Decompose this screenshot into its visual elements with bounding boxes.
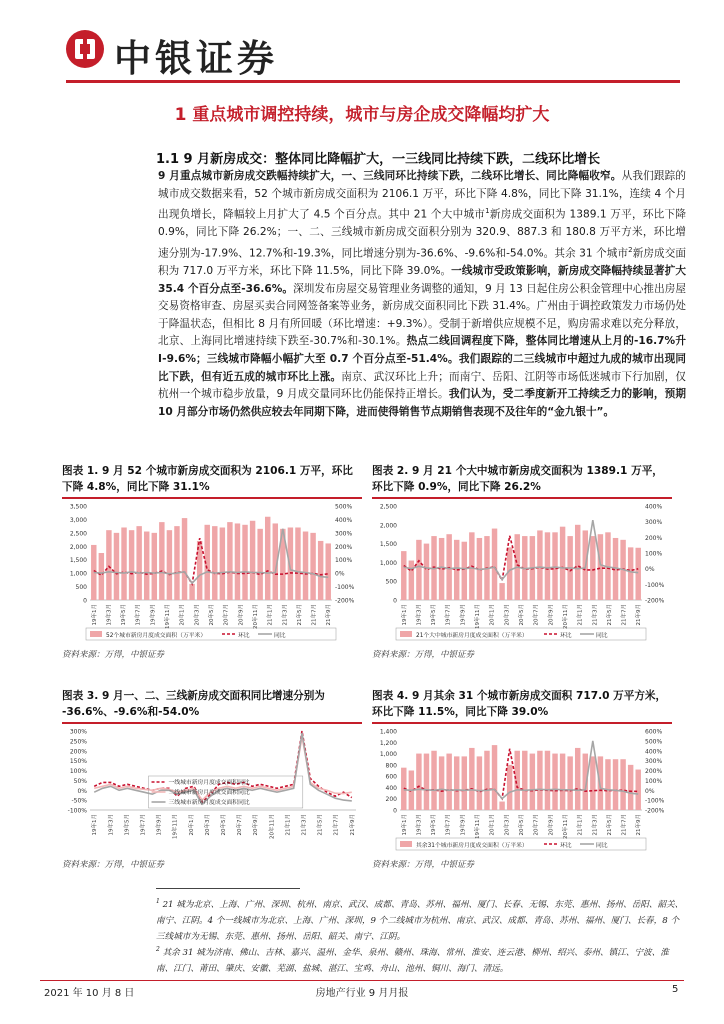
x-tick-label: 19年11月 bbox=[165, 604, 172, 629]
figure-3-title: 图表 3. 9 月一、二、三线新房成交面积同比增速分别为 -36.6%、-9.6%和-54.0% bbox=[62, 690, 325, 718]
legend-label: 同比 bbox=[596, 843, 608, 849]
bar bbox=[605, 759, 610, 810]
y-tick-label: 500 bbox=[385, 578, 397, 586]
x-tick-label: 21年3月 bbox=[592, 604, 599, 626]
legend-swatch bbox=[400, 631, 412, 637]
y2-tick-label: -100% bbox=[645, 581, 665, 589]
y-tick-label: 150% bbox=[69, 758, 87, 766]
brand-name: 中银证券 bbox=[114, 36, 278, 80]
y2-tick-label: 100% bbox=[645, 550, 663, 558]
bar bbox=[416, 540, 421, 600]
x-tick-label: 21年7月 bbox=[621, 604, 628, 626]
footnote-mark: 1 bbox=[156, 898, 160, 905]
bar bbox=[159, 522, 164, 600]
bar bbox=[537, 751, 542, 810]
bar bbox=[409, 561, 414, 600]
x-tick-label: 20年5月 bbox=[209, 604, 215, 626]
bar bbox=[590, 536, 595, 600]
y-tick-label: 100% bbox=[69, 768, 87, 775]
footnote-text: 其余 31 城为济南、佛山、吉林、嘉兴、温州、金华、泉州、赣州、珠海、常州、淮安、连云港、柳州、绍兴、泰州、镇江、宁波、淮南、江门、莆田、肇庆、安徽、芜湖、盐城、湛江、宝鸡、舟山、池州、铜川、海门、清远。 bbox=[156, 947, 669, 974]
x-tick-label: 21年3月 bbox=[301, 814, 308, 836]
figure-3-source: 资料来源：万得，中银证券 bbox=[62, 860, 165, 870]
x-tick-label: 19年1月 bbox=[401, 814, 408, 836]
figure-4-rule bbox=[372, 722, 672, 724]
y2-tick-label: 0% bbox=[645, 566, 655, 574]
y2-tick-label: -100% bbox=[335, 584, 355, 592]
legend-label: 环比 bbox=[560, 843, 572, 849]
para-bold: 一线城市受政策影响，新房成交降幅持续显著扩大 35.4 个百分点至-36.6%。 bbox=[158, 265, 686, 295]
x-tick-label: 21年5月 bbox=[296, 604, 303, 626]
y-tick-label: 1,200 bbox=[379, 739, 397, 747]
bar bbox=[144, 532, 149, 600]
bar bbox=[484, 751, 489, 810]
y-tick-label: 1,000 bbox=[69, 570, 87, 578]
bar bbox=[265, 517, 270, 600]
x-tick-label: 20年5月 bbox=[519, 604, 525, 626]
x-tick-label: 19年11月 bbox=[172, 814, 179, 839]
figure-2-rule bbox=[372, 497, 672, 499]
y2-tick-label: -200% bbox=[335, 597, 355, 605]
bar bbox=[295, 527, 300, 600]
x-tick-label: 20年7月 bbox=[533, 604, 540, 626]
x-tick-label: 21年9月 bbox=[636, 814, 643, 836]
x-tick-label: 20年3月 bbox=[504, 814, 511, 836]
bar bbox=[462, 756, 467, 810]
para-text: 新房成交面积为 1389.1 万平，环比下降 0.9%，同比下降 26.2%；一、二、三线城市新房成交面积分别为 320.9、887.3 和 180.8 万平方米，环比增速分别为-17.9%、12.7%和-19.3%，同比增速分别为-36.6%、-9.6%和-54.0%。其余 31 个城市 bbox=[158, 208, 686, 260]
figure-2-chart bbox=[372, 502, 672, 642]
y2-tick-label: 200% bbox=[645, 534, 663, 542]
para-bold: 热点二线回调程度下降，整体同比增速从上月的-16.7%升Ⅰ-9.6%；三线城市降幅小幅扩大至 0.7 个百分点至-51.4%。我们跟踪的二三线城市中超过九成的城市出现同比下跌，但有近五成的城市环比上涨。 bbox=[158, 335, 686, 383]
x-tick-label: 19年5月 bbox=[431, 814, 438, 836]
bar bbox=[635, 548, 640, 600]
x-tick-label: 21年7月 bbox=[621, 814, 628, 836]
x-tick-label: 21年5月 bbox=[606, 604, 613, 626]
x-tick-label: 19年7月 bbox=[445, 814, 452, 836]
para-text: 从我们跟踪的城市成交数据来看，52 个城市新房成交面积为 2106.1 万平，环比下降 4.8%，同比下降 31.1%，连续 4 个月出现负增长，降幅较上月扩大了 4.5 个百分点。其中 21 个大中城市 bbox=[158, 170, 687, 221]
x-tick-label: 19年3月 bbox=[106, 604, 113, 626]
bar bbox=[590, 756, 595, 810]
x-tick-label: 20年3月 bbox=[504, 604, 511, 626]
legend-label: 环比 bbox=[560, 633, 572, 639]
bar bbox=[303, 532, 308, 600]
footer-date: 2021 年 10 月 8 日 bbox=[44, 988, 135, 999]
bar bbox=[446, 754, 451, 810]
bar bbox=[492, 745, 497, 810]
x-tick-label: 20年9月 bbox=[238, 604, 245, 626]
bar bbox=[499, 802, 504, 810]
bar bbox=[469, 748, 474, 810]
x-tick-label: 20年9月 bbox=[548, 604, 555, 626]
section-title: 1 重点城市调控持续，城市与房企成交降幅均扩大 bbox=[174, 105, 550, 125]
bar bbox=[106, 530, 111, 600]
footnote-2 bbox=[156, 942, 684, 977]
y-tick-label: 2,000 bbox=[69, 543, 87, 551]
x-tick-label: 19年3月 bbox=[108, 814, 115, 836]
bar bbox=[431, 751, 436, 810]
para-text: 新房成交面积为 717.0 万平方米，环比下降 11.5%，同比下降 39.0%。 bbox=[158, 247, 687, 278]
bar bbox=[598, 534, 603, 600]
x-tick-label: 20年1月 bbox=[489, 814, 496, 836]
y-tick-label: 1,500 bbox=[379, 541, 397, 549]
x-tick-label: 19年1月 bbox=[91, 604, 98, 626]
y-tick-label: 2,500 bbox=[379, 503, 397, 511]
x-tick-label: 21年1月 bbox=[577, 604, 584, 626]
header-divider bbox=[66, 80, 680, 83]
x-tick-label: 19年7月 bbox=[140, 814, 147, 836]
x-tick-label: 20年7月 bbox=[237, 814, 244, 836]
x-tick-label: 20年1月 bbox=[489, 604, 496, 626]
x-tick-label: 20年1月 bbox=[188, 814, 195, 836]
y-tick-label: 200 bbox=[385, 796, 397, 804]
legend-swatch bbox=[400, 841, 412, 847]
legend-label: 同比 bbox=[596, 633, 608, 639]
footnote-ref[interactable]: 1 bbox=[485, 207, 490, 216]
bar bbox=[560, 754, 565, 810]
y-tick-label: 600 bbox=[385, 773, 397, 781]
x-tick-label: 21年1月 bbox=[285, 814, 292, 836]
x-tick-label: 19年5月 bbox=[121, 604, 128, 626]
legend-label: 52个城市新房月度成交面积（万平米） bbox=[106, 633, 207, 639]
para-text: 深圳发布房屋交易管理业务调整的通知，9 月 13 日起住房公积金管理中心推出房屋交易资格审查、房屋买卖合同网签备案等业务，新房成交面积同比下跌 31.4%。广州由于调控政策发力市场仍处于降温状态，但相比 8 月有所回暖（环比增速：+9.3%）。受制于新增供应规模不足，购房需求难以充分释放，北京、上海同比增速持续下跌至-30.7%和-30.1%。 bbox=[158, 282, 686, 348]
bar bbox=[499, 583, 504, 600]
y2-tick-label: 300% bbox=[645, 519, 663, 527]
x-tick-label: 19年3月 bbox=[416, 814, 423, 836]
y-tick-label: 2,000 bbox=[379, 522, 397, 530]
x-tick-label: 20年3月 bbox=[194, 604, 201, 626]
x-tick-label: 20年11月 bbox=[252, 604, 259, 629]
y2-tick-label: 300% bbox=[645, 758, 663, 766]
x-tick-label: 20年11月 bbox=[269, 814, 276, 839]
bar bbox=[522, 751, 527, 810]
y2-tick-label: 200% bbox=[335, 543, 353, 551]
y-tick-label: 3,000 bbox=[69, 516, 87, 524]
bar bbox=[401, 551, 406, 600]
y-tick-label: 1,500 bbox=[69, 557, 87, 565]
y2-tick-label: 200% bbox=[645, 768, 663, 775]
y-tick-label: -100% bbox=[67, 807, 87, 815]
y-tick-label: -50% bbox=[71, 797, 87, 805]
x-tick-label: 19年5月 bbox=[124, 814, 131, 836]
x-tick-label: 21年7月 bbox=[311, 604, 318, 626]
x-tick-label: 19年9月 bbox=[150, 604, 157, 626]
bar bbox=[530, 754, 535, 810]
y-tick-label: 800 bbox=[385, 762, 397, 770]
footnote-mark: 2 bbox=[156, 946, 160, 953]
y2-tick-label: 100% bbox=[645, 777, 663, 785]
y-tick-label: 0% bbox=[77, 787, 87, 795]
bar bbox=[174, 526, 179, 600]
y-tick-label: 200% bbox=[69, 748, 87, 756]
bar bbox=[189, 584, 194, 600]
bar bbox=[310, 533, 315, 600]
legend-label: 一线城市新房月度成交面积同比 bbox=[168, 780, 250, 786]
bar bbox=[242, 525, 247, 600]
figure-4-title: 图表 4. 9 月其余 31 个城市新房成交面积 717.0 万平方米，环比下降 11.5%，同比下降 39.0% bbox=[372, 690, 667, 718]
bar bbox=[613, 759, 618, 810]
figure-4-source: 资料来源：万得，中银证券 bbox=[372, 860, 475, 870]
y-tick-label: 0 bbox=[393, 597, 397, 605]
footnote-text: 21 城为北京、上海、广州、深圳、杭州、南京、武汉、成都、青岛、苏州、福州、厦门、长春、无锡、东莞、惠州、扬州、岳阳、韶关、南宁、江阴。4 个一线城市为北京、上海、广州、深圳，9 个二线城市为杭州、南京、武汉、成都、青岛、苏州、福州、厦门、长春，8 个三线城市为无锡、东莞、惠州、扬州、岳阳、韶关、南宁、江阴。 bbox=[156, 899, 684, 942]
bar bbox=[136, 526, 141, 600]
bar bbox=[552, 532, 557, 600]
figure-1-title: 图表 1. 9 月 52 个城市新房成交面积为 2106.1 万平，环比下降 4.8%，同比下降 31.1% bbox=[62, 465, 353, 493]
bar bbox=[507, 765, 512, 810]
bar bbox=[212, 526, 217, 600]
y2-tick-label: -100% bbox=[645, 797, 665, 805]
y-tick-label: 500 bbox=[75, 584, 87, 592]
bar bbox=[492, 529, 497, 600]
x-tick-label: 19年1月 bbox=[401, 604, 408, 626]
figure-3-chart bbox=[62, 727, 362, 852]
bar bbox=[462, 542, 467, 600]
x-tick-label: 21年5月 bbox=[317, 814, 324, 836]
x-tick-label: 20年7月 bbox=[533, 814, 540, 836]
legend-label: 二线城市新房月度成交面积同比 bbox=[168, 790, 250, 796]
y-tick-label: 0 bbox=[83, 597, 87, 605]
bar bbox=[325, 543, 330, 600]
x-tick-label: 20年11月 bbox=[562, 604, 569, 629]
legend-label: 环比 bbox=[238, 633, 250, 639]
bar bbox=[545, 532, 550, 600]
bar bbox=[545, 751, 550, 810]
x-tick-label: 21年1月 bbox=[577, 814, 584, 836]
bar bbox=[454, 756, 459, 810]
footnote-divider bbox=[156, 888, 300, 889]
x-tick-label: 20年9月 bbox=[548, 814, 555, 836]
x-tick-label: 21年9月 bbox=[349, 814, 356, 836]
bar bbox=[167, 530, 172, 600]
bar bbox=[628, 765, 633, 810]
bar bbox=[227, 522, 232, 600]
x-tick-label: 19年9月 bbox=[156, 814, 163, 836]
bar bbox=[598, 756, 603, 810]
figure-3-rule bbox=[62, 722, 362, 724]
x-tick-label: 21年5月 bbox=[606, 814, 613, 836]
bar bbox=[235, 523, 240, 600]
bar bbox=[439, 756, 444, 810]
bar bbox=[424, 754, 429, 810]
x-tick-label: 19年11月 bbox=[475, 814, 482, 839]
y2-tick-label: 0% bbox=[335, 570, 345, 578]
figure-1-rule bbox=[62, 497, 362, 499]
x-tick-label: 20年3月 bbox=[204, 814, 211, 836]
x-tick-label: 21年7月 bbox=[333, 814, 340, 836]
footer-divider bbox=[40, 980, 684, 981]
figure-4-chart bbox=[372, 727, 672, 852]
bar bbox=[220, 527, 225, 600]
figure-1-source: 资料来源：万得，中银证券 bbox=[62, 650, 165, 660]
bar bbox=[129, 530, 134, 600]
bar bbox=[182, 518, 187, 600]
bar bbox=[628, 547, 633, 600]
figure-2-source: 资料来源：万得，中银证券 bbox=[372, 650, 475, 660]
y-tick-label: 1,000 bbox=[379, 751, 397, 759]
x-tick-label: 21年3月 bbox=[282, 604, 289, 626]
bar bbox=[560, 527, 565, 600]
bar bbox=[635, 770, 640, 810]
bar bbox=[416, 754, 421, 810]
bar bbox=[152, 533, 157, 600]
y-tick-label: 3,500 bbox=[69, 503, 87, 511]
para-lead-bold: 9 月重点城市新房成交跌幅持续扩大，一、三线同环比持续下跌，二线环比增长、同比降幅收窄。 bbox=[158, 170, 622, 182]
x-tick-label: 19年1月 bbox=[92, 814, 99, 836]
x-tick-label: 20年1月 bbox=[179, 604, 186, 626]
figure-1-chart bbox=[62, 502, 362, 642]
y2-tick-label: -200% bbox=[645, 597, 665, 605]
y-tick-label: 250% bbox=[69, 738, 87, 746]
x-tick-label: 19年9月 bbox=[460, 814, 467, 836]
figure-2-title: 图表 2. 9 月 21 个大中城市新房成交面积为 1389.1 万平，环比下降 0.9%，同比下降 26.2% bbox=[372, 465, 663, 493]
para-text: 南京、武汉环比上升；而南宁、岳阳、江阴等市场低迷城市下行加剧，仅杭州一个城市稳步放量，9 月成交量同环比仍能保持正增长。 bbox=[158, 370, 686, 401]
x-tick-label: 21年3月 bbox=[592, 814, 599, 836]
footer-report-name: 房地产行业 9 月月报 bbox=[315, 988, 409, 999]
legend-label: 21个大中城市新房月度成交面积（万平米） bbox=[416, 633, 528, 639]
x-tick-label: 21年9月 bbox=[636, 604, 643, 626]
y2-tick-label: 500% bbox=[645, 738, 663, 746]
y-tick-label: 1,000 bbox=[379, 559, 397, 567]
y2-tick-label: 600% bbox=[645, 728, 663, 736]
y2-tick-label: -200% bbox=[645, 807, 665, 815]
x-tick-label: 19年11月 bbox=[475, 604, 482, 629]
y-tick-label: 1,400 bbox=[379, 728, 397, 736]
x-tick-label: 19年7月 bbox=[135, 604, 142, 626]
bar bbox=[552, 754, 557, 810]
y-tick-label: 2,500 bbox=[69, 530, 87, 538]
x-tick-label: 20年7月 bbox=[223, 604, 230, 626]
y-tick-label: 0 bbox=[393, 807, 397, 815]
footer-page-number: 5 bbox=[672, 984, 679, 995]
footnote-1 bbox=[156, 894, 684, 945]
footnote-ref[interactable]: 2 bbox=[628, 245, 633, 254]
bar bbox=[257, 529, 262, 600]
y2-tick-label: 0% bbox=[645, 787, 655, 795]
x-tick-label: 19年3月 bbox=[416, 604, 423, 626]
x-tick-label: 19年5月 bbox=[431, 604, 438, 626]
x-tick-label: 19年9月 bbox=[460, 604, 467, 626]
bar bbox=[620, 759, 625, 810]
y2-tick-label: 300% bbox=[335, 530, 353, 538]
x-tick-label: 21年9月 bbox=[326, 604, 333, 626]
y2-tick-label: 100% bbox=[335, 557, 353, 565]
x-tick-label: 20年5月 bbox=[221, 814, 227, 836]
x-tick-label: 19年7月 bbox=[445, 604, 452, 626]
x-tick-label: 21年1月 bbox=[267, 604, 274, 626]
bar bbox=[99, 553, 104, 600]
bar bbox=[424, 544, 429, 600]
legend-label: 同比 bbox=[274, 633, 286, 639]
legend-label: 其余31个城市新房月度成交面积（万平米） bbox=[416, 843, 528, 849]
legend-label: 三线城市新房月度成交面积同比 bbox=[168, 800, 250, 806]
bar bbox=[477, 756, 482, 810]
x-tick-label: 20年11月 bbox=[562, 814, 569, 839]
y-tick-label: 50% bbox=[73, 777, 87, 785]
bar bbox=[114, 533, 119, 600]
bar bbox=[250, 521, 255, 600]
y-tick-label: 300% bbox=[69, 728, 87, 736]
sub-title: 1.1 9 月新房成交：整体同比降幅扩大，一三线同比持续下跌，二线环比增长 bbox=[156, 152, 601, 167]
bar bbox=[121, 527, 126, 600]
y2-tick-label: 400% bbox=[335, 516, 353, 524]
bar bbox=[575, 748, 580, 810]
x-tick-label: 20年5月 bbox=[519, 814, 525, 836]
para-bold: 我们认为，受二季度新开工持续乏力的影响，预期 10 月部分市场仍然供应较去年同期下降，进而使得销售节点期销售表现不及往年的“金九银十”。 bbox=[158, 388, 686, 418]
y2-tick-label: 400% bbox=[645, 503, 663, 511]
legend-swatch bbox=[90, 631, 102, 637]
bar bbox=[514, 751, 519, 810]
body-paragraph bbox=[158, 168, 686, 421]
brand-logo-icon bbox=[66, 30, 104, 68]
bar bbox=[537, 530, 542, 600]
bar bbox=[318, 541, 323, 600]
x-tick-label: 20年9月 bbox=[253, 814, 260, 836]
y2-tick-label: 500% bbox=[335, 503, 353, 511]
bar bbox=[567, 756, 572, 810]
y2-tick-label: 400% bbox=[645, 748, 663, 756]
bar bbox=[575, 525, 580, 600]
y-tick-label: 400 bbox=[385, 784, 397, 792]
